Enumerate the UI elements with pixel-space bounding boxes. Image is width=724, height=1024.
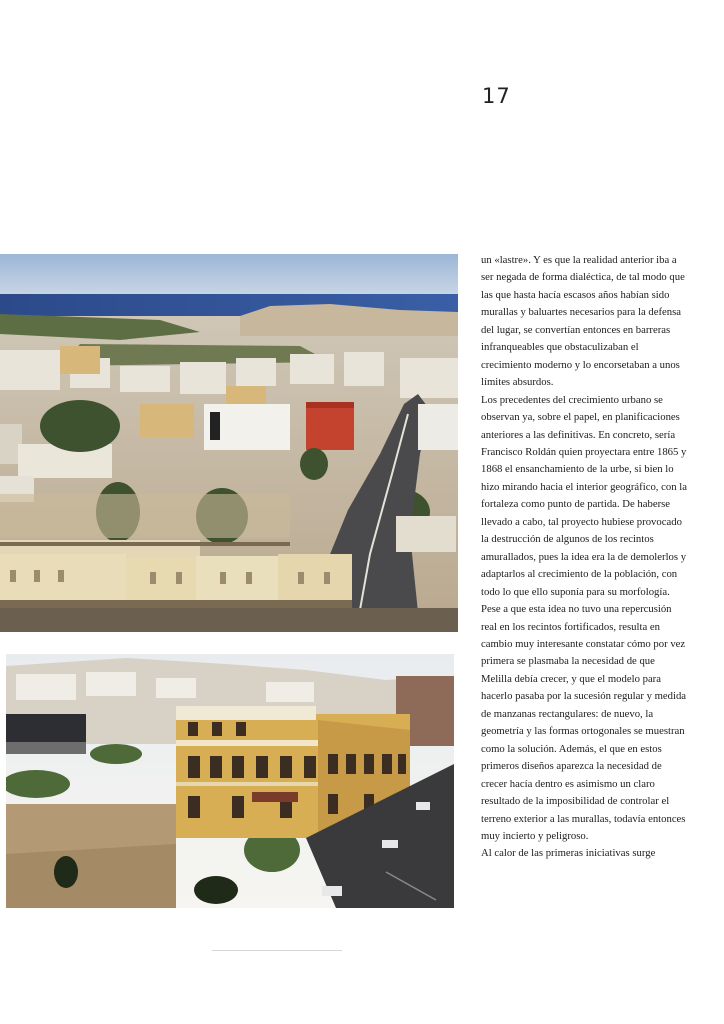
paragraph: Los precedentes del crecimiento urbano se observan ya, sobre el papel, en planificaciones anteriores a las definitivas. En concreto, sería Francisco Roldán quien proyectara entre 1865 y 1868 el ensanchamiento de la urbe, si bien lo hizo mirando hacia el interior geográfico, con la fortaleza como punto de partida. De haberse llevado a cabo, tal proyecto hubiese provocado la destrucción de algunos de los recintos amurallados, pues la idea era la de demolerlos y adaptarlos al crecimiento de la población, con todo lo que ello suponía para su morfología. Pese a que esta idea no tuvo una repercusión real en los recintos fortificados, resulta en cambio muy interesante constatar cómo por vez primera se plasmaba la necesidad de que Melilla debía crecer, y que el modelo para hacerlo pasaba por la sucesión regular y medida de manzanas rectangulares: de nuevo, la geometría y las formas ortogonales se muestran como la solución. Además, el que en estos primeros diseños aparezca la necesidad de crecer hacía dentro es asimismo un claro resultado de la imposibilidad de controlar el terreno exterior a las murallas, todavía entonces muy incierto y peligroso. <box>481 393 687 842</box>
yellow-building-photo <box>6 654 454 908</box>
body-text <box>481 252 687 863</box>
paragraph: Al calor de las primeras iniciativas surge <box>481 847 656 860</box>
footer-rule <box>212 950 342 951</box>
page-number: 17 <box>482 84 511 108</box>
aerial-city-photo <box>0 254 458 632</box>
paragraph: un «lastre». Y es que la realidad anterior iba a ser negada de forma dialéctica, de tal modo que las que hasta hacía escasos años habían sido murallas y baluartes necesarios para la defensa del lugar, se convertían entonces en barreras infranqueables que obstaculizaban el crecimiento moderno y lo encorsetaban a unos límites absurdos. <box>481 254 685 389</box>
